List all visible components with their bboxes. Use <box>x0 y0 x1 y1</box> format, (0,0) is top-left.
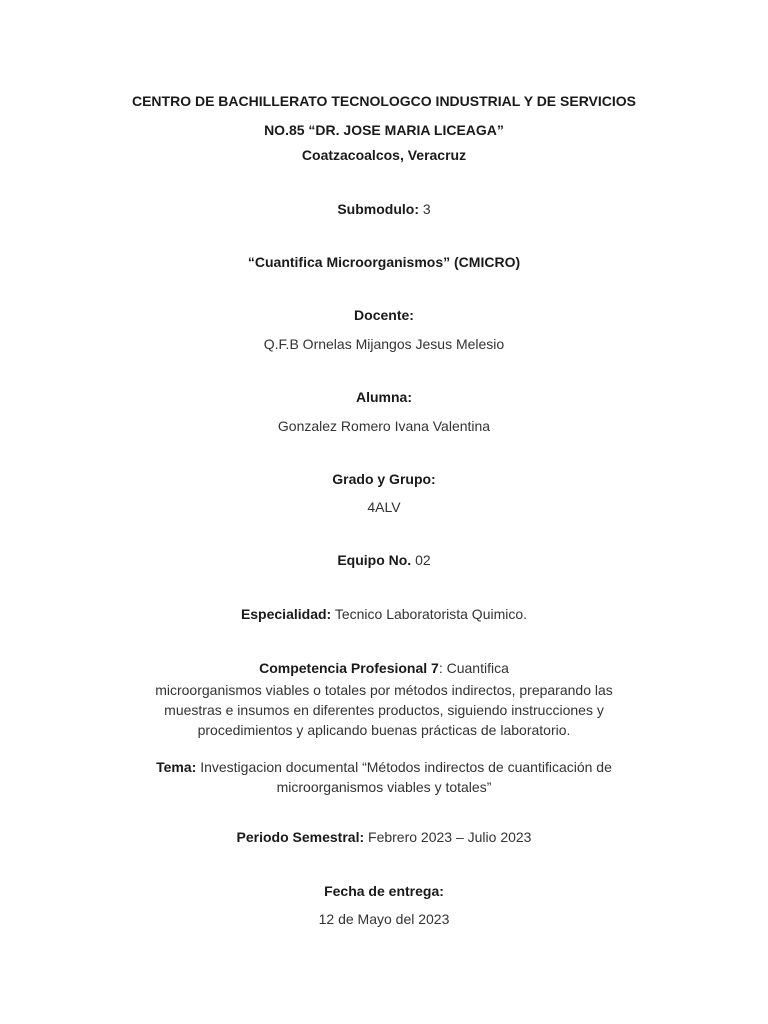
competencia-text-line-2: microorganismos viables o totales por métodos indirectos, preparando las <box>155 682 613 698</box>
fecha-value: 12 de Mayo del 2023 <box>318 911 450 927</box>
equipo-line <box>0 550 768 570</box>
alumna-label: Alumna: <box>356 389 412 405</box>
grado-grupo-value: 4ALV <box>367 499 401 515</box>
docente-value: Q.F.B Ornelas Mijangos Jesus Melesio <box>263 336 505 352</box>
grado-grupo-label: Grado y Grupo: <box>332 471 436 487</box>
competencia-text-line-4: procedimientos y aplicando buenas prácticas de laboratorio. <box>197 722 571 738</box>
submodulo-line <box>0 199 768 219</box>
competencia-text-line-3: muestras e insumos en diferentes productos, siguiendo instrucciones y <box>164 702 604 718</box>
competencia-label: Competencia Profesional 7 <box>259 660 439 676</box>
course-title: “Cuantifica Microorganismos” (CMICRO) <box>247 254 521 270</box>
submodulo-label: Submodulo: <box>337 201 419 217</box>
especialidad-label: Especialidad: <box>240 606 332 622</box>
periodo-value: Febrero 2023 – Julio 2023 <box>364 829 532 845</box>
tema-value-line-1: Investigacion documental “Métodos indirectos de cuantificación de <box>196 759 612 775</box>
school-name: CENTRO DE BACHILLERATO TECNOLOGCO INDUSTRIAL Y DE SERVICIOS <box>131 93 637 109</box>
submodulo-value: 3 <box>418 201 431 217</box>
especialidad-line <box>0 604 768 624</box>
competencia-value-start: : Cuantifica <box>438 660 509 676</box>
school-location: Coatzacoalcos, Veracruz <box>301 147 467 163</box>
alumna-value: Gonzalez Romero Ivana Valentina <box>277 418 491 434</box>
periodo-line <box>0 827 768 847</box>
fecha-label: Fecha de entrega: <box>324 883 444 899</box>
periodo-label: Periodo Semestral: <box>236 829 365 845</box>
equipo-label: Equipo No. <box>337 552 412 568</box>
tema-value-line-2: microorganismos viables y totales” <box>276 779 492 795</box>
docente-label: Docente: <box>354 307 414 323</box>
tema-label: Tema: <box>156 759 197 775</box>
especialidad-value: Tecnico Laboratorista Quimico. <box>331 606 528 622</box>
equipo-value: 02 <box>411 552 431 568</box>
tema-line <box>0 757 768 777</box>
school-number: NO.85 “DR. JOSE MARIA LICEAGA” <box>264 122 504 138</box>
competencia-line <box>0 658 768 678</box>
